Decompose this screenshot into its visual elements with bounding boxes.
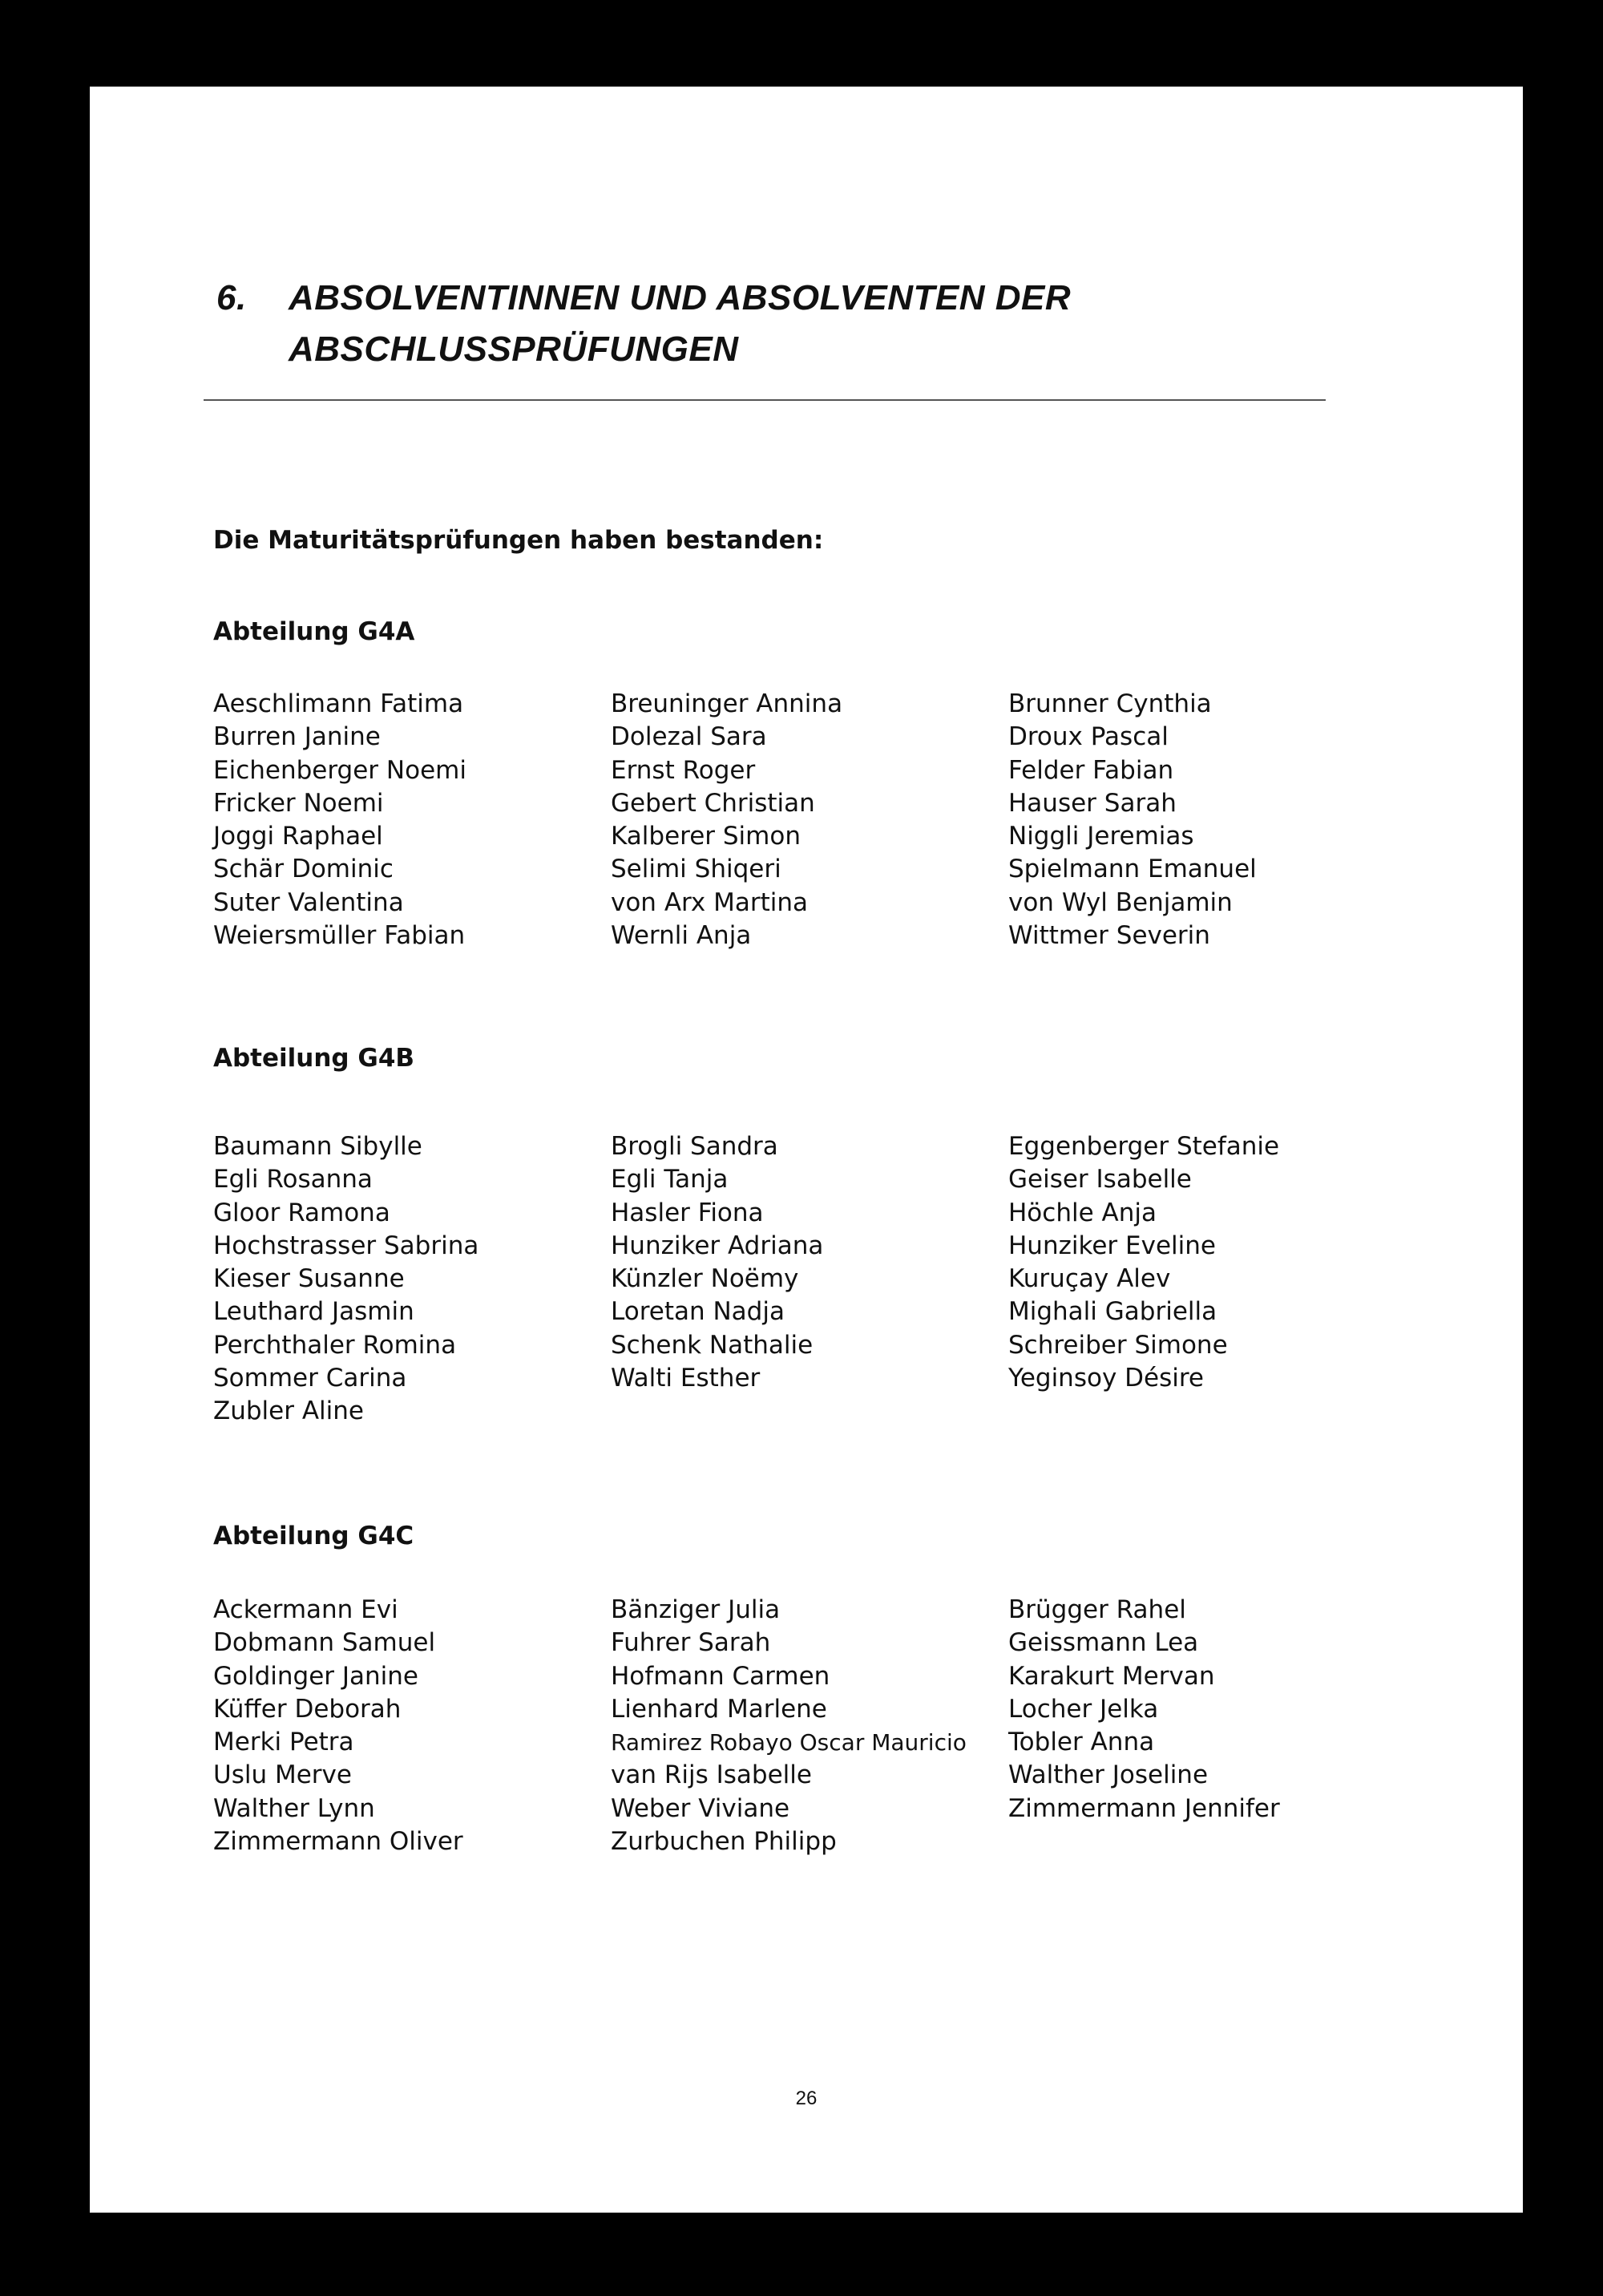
name-entry: Dolezal Sara	[611, 722, 767, 752]
department-title-g4a: Abteilung G4A	[213, 617, 415, 646]
name-entry: Felder Fabian	[1008, 755, 1174, 785]
name-entry: Leuthard Jasmin	[213, 1297, 414, 1327]
name-entry: Schenk Nathalie	[611, 1330, 814, 1360]
name-entry: Eggenberger Stefanie	[1008, 1132, 1280, 1161]
department-title-g4b: Abteilung G4B	[213, 1044, 415, 1073]
name-entry: Brügger Rahel	[1008, 1595, 1186, 1624]
name-entry: Kieser Susanne	[213, 1264, 405, 1294]
name-entry: Brogli Sandra	[611, 1132, 778, 1161]
section-number: 6.	[216, 278, 247, 317]
name-entry: Kuruçay Alev	[1008, 1264, 1171, 1294]
intro-text: Die Maturitätsprüfungen haben bestanden:	[213, 526, 824, 555]
name-entry: von Wyl Benjamin	[1008, 887, 1233, 917]
name-entry: Zimmermann Jennifer	[1008, 1793, 1280, 1823]
name-entry: Perchthaler Romina	[213, 1330, 457, 1360]
name-entry: Schär Dominic	[213, 855, 394, 884]
name-entry: Walti Esther	[611, 1364, 761, 1393]
name-entry: Schreiber Simone	[1008, 1330, 1228, 1360]
name-entry: Zimmermann Oliver	[213, 1827, 463, 1857]
heading-divider	[204, 399, 1326, 401]
name-column	[213, 688, 466, 952]
name-entry: Küffer Deborah	[213, 1694, 402, 1724]
name-column	[611, 688, 842, 952]
name-entry: Tobler Anna	[1008, 1728, 1155, 1757]
name-entry: von Arx Martina	[611, 887, 809, 917]
name-entry: Ernst Roger	[611, 755, 756, 785]
name-entry: Niggli Jeremias	[1008, 822, 1194, 851]
name-entry: Zubler Aline	[213, 1397, 364, 1426]
name-entry: Hauser Sarah	[1008, 788, 1177, 818]
name-entry: Eichenberger Noemi	[213, 755, 466, 785]
name-entry: Joggi Raphael	[213, 822, 383, 851]
name-entry: Droux Pascal	[1008, 722, 1169, 752]
name-entry: Weiersmüller Fabian	[213, 921, 466, 951]
name-entry: Hunziker Eveline	[1008, 1231, 1216, 1260]
name-entry: Hofmann Carmen	[611, 1661, 830, 1691]
name-entry: Baumann Sibylle	[213, 1132, 422, 1161]
name-entry: van Rijs Isabelle	[611, 1760, 812, 1790]
name-entry: Brunner Cynthia	[1008, 689, 1212, 718]
name-entry: Sommer Carina	[213, 1364, 407, 1393]
name-entry: Wernli Anja	[611, 921, 752, 951]
name-column	[1008, 1130, 1279, 1395]
name-column	[213, 1130, 478, 1429]
name-entry: Fricker Noemi	[213, 788, 384, 818]
name-entry: Breuninger Annina	[611, 689, 843, 718]
name-entry: Gloor Ramona	[213, 1198, 390, 1227]
department-title-g4c: Abteilung G4C	[213, 1522, 414, 1550]
name-entry: Locher Jelka	[1008, 1694, 1159, 1724]
name-entry: Walther Joseline	[1008, 1760, 1209, 1790]
name-entry: Dobmann Samuel	[213, 1628, 436, 1658]
name-entry: Suter Valentina	[213, 887, 404, 917]
name-entry: Egli Rosanna	[213, 1165, 373, 1194]
name-entry: Künzler Noëmy	[611, 1264, 799, 1294]
name-entry: Loretan Nadja	[611, 1297, 785, 1327]
name-entry: Kalberer Simon	[611, 822, 801, 851]
name-entry: Höchle Anja	[1008, 1198, 1157, 1227]
name-entry: Bänziger Julia	[611, 1595, 781, 1624]
name-entry: Merki Petra	[213, 1728, 354, 1757]
name-column	[1008, 688, 1257, 952]
name-entry: Hasler Fiona	[611, 1198, 764, 1227]
name-entry: Geiser Isabelle	[1008, 1165, 1192, 1194]
name-entry: Burren Janine	[213, 722, 381, 752]
name-entry: Gebert Christian	[611, 788, 815, 818]
name-entry: Karakurt Mervan	[1008, 1661, 1215, 1691]
name-entry: Aeschlimann Fatima	[213, 689, 464, 718]
section-title-line-1: ABSOLVENTINNEN UND ABSOLVENTEN DER	[289, 278, 1072, 317]
name-entry: Hochstrasser Sabrina	[213, 1231, 479, 1260]
document-page	[90, 87, 1523, 2213]
name-entry: Selimi Shiqeri	[611, 855, 781, 884]
name-entry: Spielmann Emanuel	[1008, 855, 1257, 884]
name-entry: Hunziker Adriana	[611, 1231, 824, 1260]
name-column	[213, 1594, 463, 1858]
name-column	[611, 1130, 823, 1395]
name-entry: Mighali Gabriella	[1008, 1297, 1217, 1327]
name-entry: Zurbuchen Philipp	[611, 1827, 837, 1857]
name-entry: Weber Viviane	[611, 1793, 790, 1823]
name-entry: Wittmer Severin	[1008, 921, 1210, 951]
page-number: 26	[795, 2088, 818, 2109]
name-entry: Walther Lynn	[213, 1793, 375, 1823]
name-entry: Egli Tanja	[611, 1165, 729, 1194]
section-title-line-2: ABSCHLUSSPRÜFUNGEN	[289, 329, 739, 369]
name-entry: Geissmann Lea	[1008, 1628, 1199, 1658]
name-entry: Ramirez Robayo Oscar Mauricio	[611, 1729, 967, 1756]
name-column	[1008, 1594, 1280, 1825]
name-column	[611, 1594, 967, 1858]
name-entry: Ackermann Evi	[213, 1595, 398, 1624]
name-entry: Fuhrer Sarah	[611, 1628, 771, 1658]
name-entry: Lienhard Marlene	[611, 1694, 827, 1724]
name-entry: Goldinger Janine	[213, 1661, 419, 1691]
name-entry: Yeginsoy Désire	[1008, 1364, 1204, 1393]
name-entry: Uslu Merve	[213, 1760, 352, 1790]
